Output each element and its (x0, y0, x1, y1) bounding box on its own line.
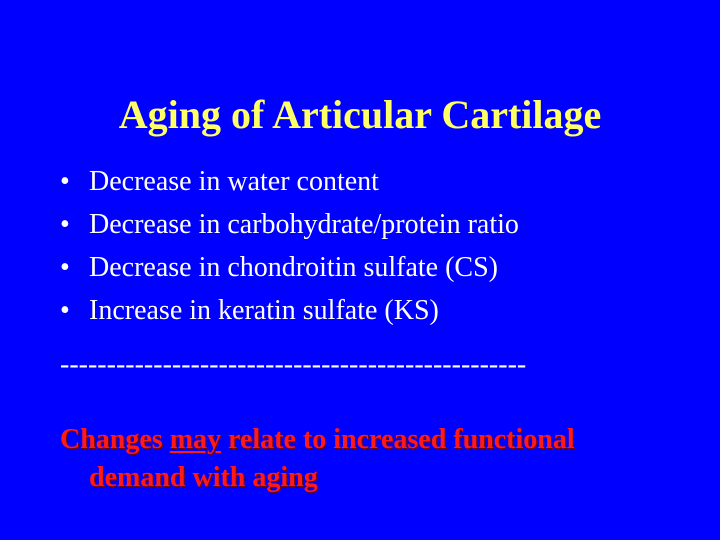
bullet-marker: • (60, 209, 70, 240)
note-rest: relate to increased functional (221, 424, 575, 455)
note-lead: Changes (60, 424, 170, 455)
note-line-2: demand with aging (89, 462, 318, 493)
bullet-text: Decrease in carbohydrate/protein ratio (89, 209, 519, 240)
emphasis-note (60, 421, 680, 497)
note-emphasis: may (169, 424, 222, 455)
slide-title: Aging of Articular Cartilage (118, 91, 602, 137)
bullet-marker: • (60, 252, 70, 283)
bullet-marker: • (60, 166, 70, 197)
bullet-text: Decrease in chondroitin sulfate (CS) (89, 252, 498, 283)
bullet-text: Decrease in water content (89, 166, 379, 197)
bullet-text: Increase in keratin sulfate (KS) (89, 295, 439, 326)
bullet-marker: • (60, 295, 70, 326)
dashed-divider: -------------------------------------------------- (60, 349, 527, 380)
note-line-1 (60, 421, 680, 459)
